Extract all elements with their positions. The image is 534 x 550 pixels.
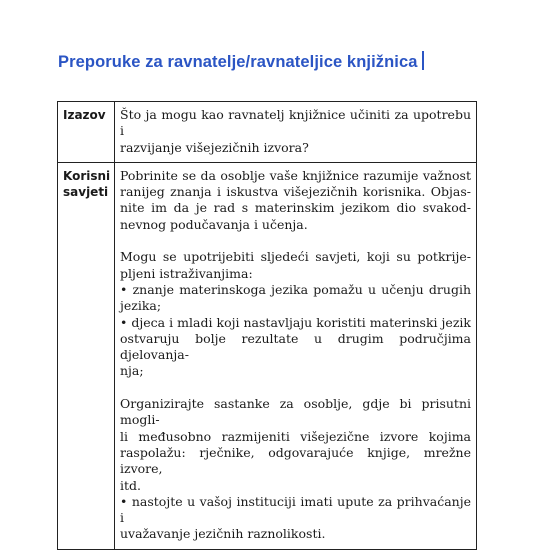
list-item-line: • znanje materinskoga jezika pomažu u učenju drugih <box>120 281 471 297</box>
page-title <box>58 51 424 72</box>
text-line: razvijanje višejezičnih izvora? <box>120 139 309 155</box>
text-line: Pobrinite se da osoblje vaše knjižnice razumije važnost <box>120 167 471 183</box>
advice-table <box>57 101 477 550</box>
text-line: raspolažu: rječnike, odgovarajuće knjige, mrežne izvore, <box>120 444 471 477</box>
table-row-challenge <box>58 102 477 163</box>
page-title-text: Preporuke za ravnatelje/ravnateljice knjižnica <box>58 53 418 71</box>
text-line: ranijeg znanja i iskustva višejezičnih korisnika. Objas- <box>120 184 471 200</box>
text-line: li međusobno razmijeniti višejezične izvore kojima <box>120 428 471 444</box>
challenge-content <box>115 102 477 163</box>
tips-content <box>115 162 477 549</box>
row-label-challenge <box>58 102 115 163</box>
list-item-line: ostvaruju bolje rezultate u drugim područjima djelovanja- <box>120 330 471 363</box>
text-line: nevnog podučavanja i učenja. <box>120 216 308 232</box>
paragraph-gap <box>120 233 471 249</box>
text-line: Što ja mogu kao ravnatelj knjižnice učiniti za upotrebu i <box>120 107 471 139</box>
row-label-text: savjeti <box>63 185 109 200</box>
text-line: itd. <box>120 477 141 493</box>
text-line: pljeni istraživanjima: <box>120 265 253 281</box>
list-item-line: jezika; <box>120 298 162 314</box>
list-item-line: • nastojte u vašoj instituciji imati upute za prihvaćanje i <box>120 493 471 526</box>
text-line: Organizirajte sastanke za osoblje, gdje bi prisutni mogli- <box>120 396 471 428</box>
text-line: nite im da je rad s materinskim jezikom dio svakod- <box>120 200 471 216</box>
list-item-line: nja; <box>120 363 144 379</box>
list-item-line: • djeca i mladi koji nastavljaju koristiti materinski jezik <box>120 314 471 330</box>
text-cursor <box>422 51 424 70</box>
text-line: Mogu se upotrijebiti sljedeći savjeti, koji su potkrije- <box>120 249 471 265</box>
table-row-tips <box>58 162 477 549</box>
paragraph-gap <box>120 380 471 396</box>
list-item-line: uvažavanje jezičnih raznolikosti. <box>120 526 326 542</box>
row-label-text: Korisni <box>63 168 111 183</box>
row-label-tips <box>58 162 115 549</box>
row-label-text: Izazov <box>63 108 106 122</box>
